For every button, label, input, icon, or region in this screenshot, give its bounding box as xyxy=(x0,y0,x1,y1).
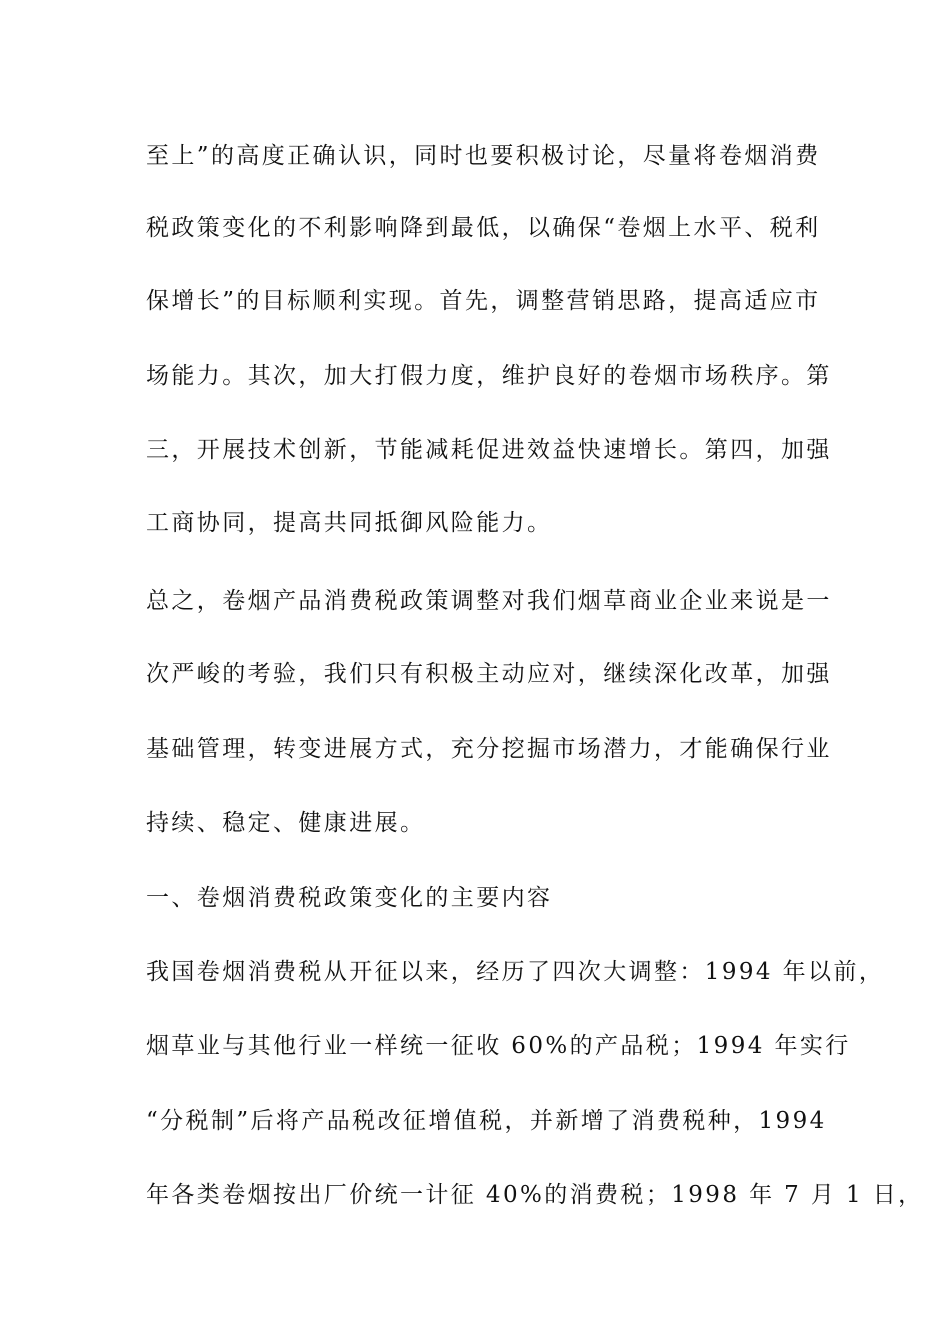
text-line: 年各类卷烟按出厂价统一计征 40%的消费税；1998 年 7 月 1 日， xyxy=(146,1182,924,1208)
section-heading: 一、卷烟消费税政策变化的主要内容 xyxy=(146,885,553,911)
text-line: 至上”的高度正确认识，同时也要积极讨论，尽量将卷烟消费 xyxy=(146,143,821,169)
text-line: 我国卷烟消费税从开征以来，经历了四次大调整：1994 年以前， xyxy=(146,959,885,985)
text-line: 持续、稳定、健康进展。 xyxy=(146,810,426,836)
text-line: “分税制”后将产品税改征增值税，并新增了消费税种，1994 xyxy=(146,1108,827,1134)
text-line: 税政策变化的不利影响降到最低，以确保“卷烟上水平、税利 xyxy=(146,215,821,241)
text-line: 次严峻的考验，我们只有积极主动应对，继续深化改革，加强 xyxy=(146,661,832,687)
text-line: 烟草业与其他行业一样统一征收 60%的产品税；1994 年实行 xyxy=(146,1033,851,1059)
text-line: 场能力。其次，加大打假力度，维护良好的卷烟市场秩序。第 xyxy=(146,363,832,389)
text-line: 保增长”的目标顺利实现。首先，调整营销思路，提高适应市 xyxy=(146,288,821,314)
text-line: 基础管理，转变进展方式，充分挖掘市场潜力，才能确保行业 xyxy=(146,736,832,762)
text-line: 工商协同，提高共同抵御风险能力。 xyxy=(146,510,553,536)
text-line: 三，开展技术创新，节能减耗促进效益快速增长。第四，加强 xyxy=(146,437,832,463)
text-line: 总之，卷烟产品消费税政策调整对我们烟草商业企业来说是一 xyxy=(146,588,832,614)
